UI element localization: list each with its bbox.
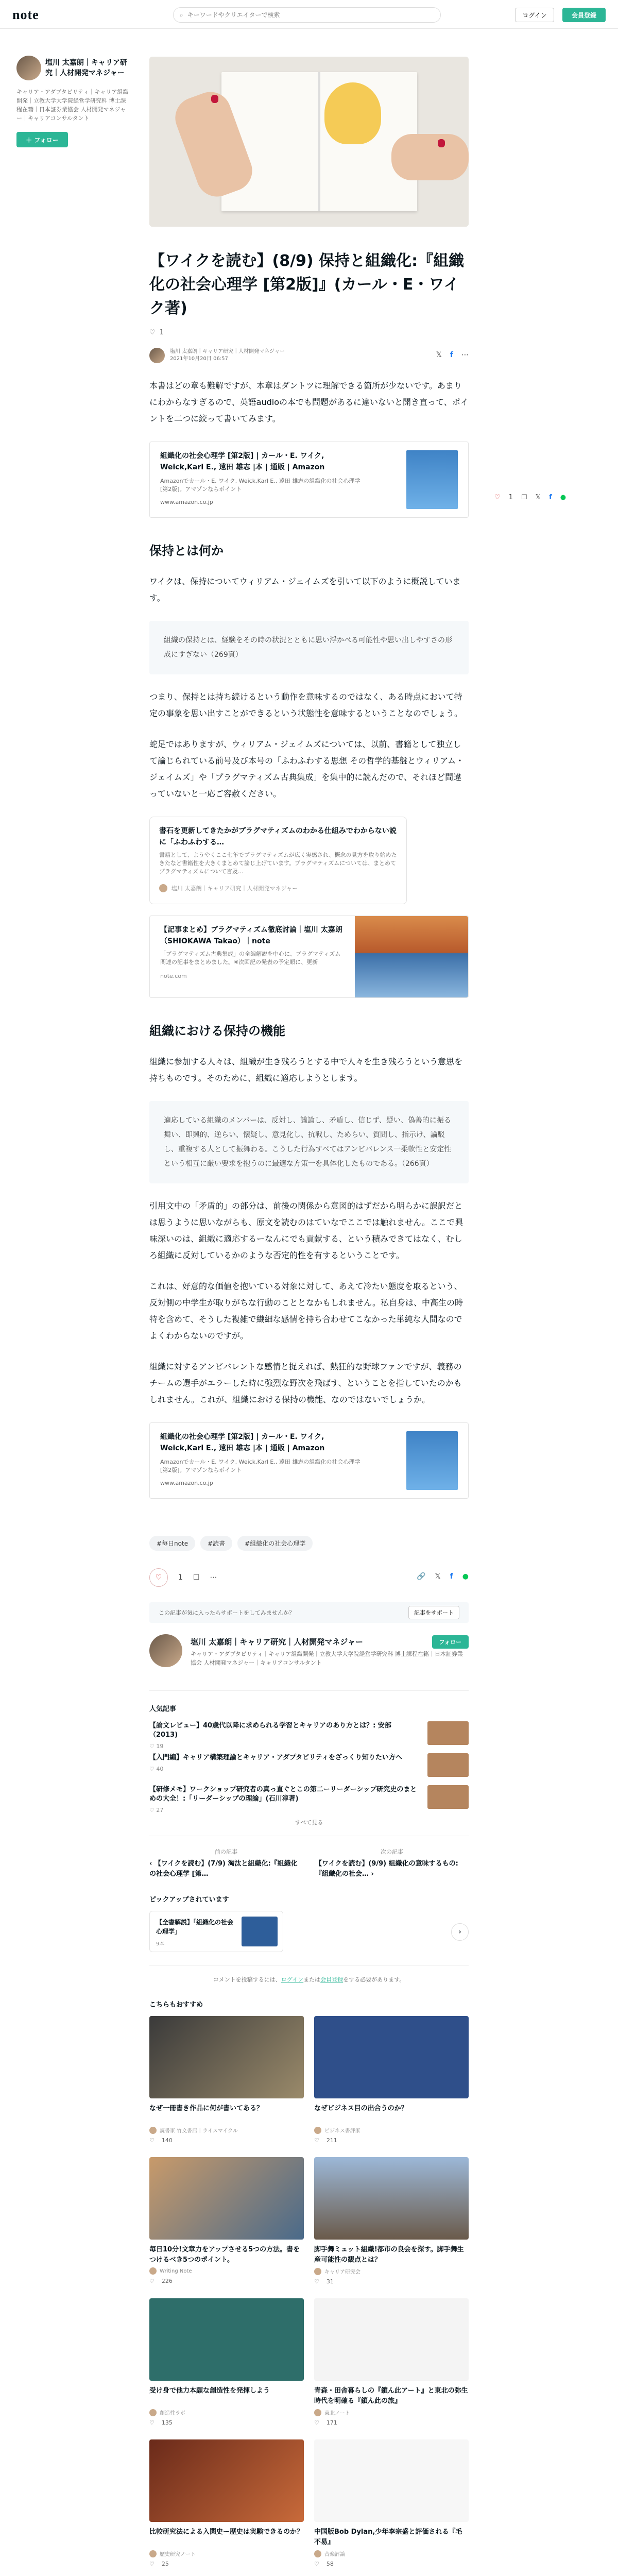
pickup-label: ピックアップされています bbox=[149, 1896, 229, 1904]
popular-title: 【入門編】キャリア構築理論とキャリア・アダプタビリティをざっくり知りたい方へ bbox=[149, 1754, 402, 1761]
article-navigation bbox=[149, 1848, 469, 1879]
recommend-likes: 171 bbox=[326, 2419, 337, 2426]
blockquote: 組織の保持とは、経験をその時の状況とともに思い浮かべる可能性や思い出しやすさの形成にすぎない（269頁） bbox=[149, 621, 469, 674]
paragraph: 引用文中の「矛盾的」の部分は、前後の関係から意図的はずだから明らかに誤訳だとは思うように思いながらも、原文を読むのはていなでここでは触れません。ここで興味深いのは、組織に適応するーなんにでも貢献する、という積みできてはなく、むしろ組織に反対しているかのような否定的性を有するということです。 bbox=[149, 1201, 463, 1260]
recommend-author: 読書家 竹文書店｜ライスマイクル bbox=[160, 2128, 238, 2134]
popular-item[interactable] bbox=[149, 1785, 469, 1814]
popular-item[interactable] bbox=[149, 1721, 469, 1750]
paragraph: ワイクは、保持についてウィリアム・ジェイムズを引いて以下のように概説しています。 bbox=[149, 577, 461, 603]
heart-icon: ♡ bbox=[314, 2137, 319, 2144]
prev-label: 前の記事 bbox=[215, 1849, 237, 1855]
line-share-icon[interactable]: ● bbox=[560, 494, 566, 501]
byline-author[interactable]: 塩川 太嘉朗｜キャリア研究｜人材開発マネジャー bbox=[170, 349, 285, 354]
popular-title: 【研修メモ】ワークショップ研究者の真っ直ぐとこの第二ーリーダーシップ研究史のまとめの大全！:「リーダーシップの理論」(石川淳著) bbox=[149, 1786, 417, 1803]
popular-thumbnail bbox=[427, 1753, 469, 1777]
popular-likes: 19 bbox=[156, 1743, 164, 1750]
note-embed-card[interactable] bbox=[149, 817, 407, 904]
recommend-title: なぜビジネス目の出合うのか？ bbox=[314, 2105, 408, 2112]
embed-desc: Amazonでカール・E. ワイク, Weick,Karl E., 遠田 雄志の組織化の社会心理学 [第2版]。アマゾンならポイント bbox=[160, 478, 360, 493]
recommend-thumbnail bbox=[314, 2298, 469, 2381]
recommend-label: こちらもおすすめ bbox=[149, 2001, 203, 2009]
heart-icon: ♡ bbox=[149, 2137, 154, 2144]
facebook-share-icon[interactable]: f bbox=[549, 494, 552, 501]
recommend-author: 歴史研究ノート bbox=[160, 2552, 196, 2557]
facebook-share-icon[interactable]: f bbox=[450, 351, 453, 359]
book-thumbnail bbox=[406, 450, 458, 509]
recommend-likes: 31 bbox=[326, 2278, 334, 2285]
prev-title: 【ワイクを読む】(7/9) 淘汰と組織化:『組織化の社会心理学 [第… bbox=[149, 1860, 298, 1878]
search-icon: ⌕ bbox=[180, 11, 183, 19]
embed-author: 塩川 太嘉朗｜キャリア研究｜人材開発マネジャー bbox=[171, 885, 298, 892]
recommend-card[interactable] bbox=[149, 2439, 304, 2567]
profile-name[interactable]: 塩川 太嘉朗｜キャリア研究｜人材開発マネジャー bbox=[191, 1637, 363, 1647]
recommend-thumbnail bbox=[314, 2157, 469, 2240]
comment-login-link[interactable]: ログイン bbox=[281, 1976, 304, 1983]
heart-icon: ♡ bbox=[149, 1743, 154, 1750]
article-body bbox=[149, 57, 469, 2567]
pickup-thumbnail bbox=[242, 1917, 278, 1946]
paragraph: 組織に参加する人々は、組織が生き残ろうとする中で人々を生き残ろうという意思を持ちものです。そのために、組織に適応しようとします。 bbox=[149, 1057, 463, 1083]
heart-icon: ♡ bbox=[149, 1766, 154, 1772]
heart-icon: ♡ bbox=[314, 2278, 319, 2285]
profile-follow-button[interactable]: フォロー bbox=[432, 1635, 469, 1649]
search-input[interactable] bbox=[187, 11, 414, 19]
author-name[interactable]: 塩川 太嘉朗｜キャリア研究｜人材開発マネジャー bbox=[45, 59, 127, 77]
author-bio: キャリア・アダプタビリティ｜キャリア組織開発｜立教大学大学院経営学研究科 博士課程在籍｜日本証券業協会 人材開発マネジャー｜キャリアコンサルタント bbox=[16, 89, 129, 122]
recommend-card[interactable] bbox=[149, 2157, 304, 2285]
embed-desc: 「プラグマティズム古典集成」の全編解説を中心に、プラグマティズム関連の記事をまとめました。※次回記の発表の予定順に、更新 bbox=[160, 951, 341, 965]
line-share-icon[interactable]: ● bbox=[462, 1572, 469, 1581]
recommend-thumbnail bbox=[149, 2439, 304, 2522]
embed-desc: 書籍として、ようやくここ七年でプラグマティズムが広く実感され、概念の見方を取り始めたきたなど書籍性を大きくまとめて論じ上げています。プラグマティズムについては、まとめてプラグマティズムについて言及… bbox=[159, 852, 397, 875]
popular-title: 【論文レビュー】40歳代以降に求められる学習とキャリアのあり方とは？: 安部（2013) bbox=[149, 1722, 391, 1739]
pickup-row bbox=[149, 1911, 469, 1952]
follow-label: フォロー bbox=[34, 136, 59, 144]
chevron-right-icon: › bbox=[369, 1870, 374, 1878]
login-button[interactable]: ログイン bbox=[515, 8, 554, 22]
embed-title: 組織化の社会心理学 [第2版] | カール・E. ワイク, Weick,Karl E., 遠田 雄志 |本 | 通販 | Amazon bbox=[160, 1433, 325, 1452]
next-label: 次の記事 bbox=[381, 1849, 403, 1855]
recommend-thumbnail bbox=[314, 2439, 469, 2522]
heart-icon: ♡ bbox=[149, 2419, 154, 2426]
popular-label: 人気記事 bbox=[149, 1705, 177, 1713]
popular-item[interactable] bbox=[149, 1753, 469, 1777]
comment-note-text: または bbox=[303, 1976, 321, 1983]
heart-icon: ♡ bbox=[314, 2419, 319, 2426]
float-like-count: 1 bbox=[508, 494, 513, 501]
embed-url: www.amazon.co.jp bbox=[160, 1480, 213, 1486]
profile-card bbox=[149, 1634, 469, 1691]
author-avatar[interactable] bbox=[16, 56, 41, 80]
register-button[interactable]: 会員登録 bbox=[562, 8, 606, 22]
like-button[interactable] bbox=[149, 1568, 168, 1587]
recommend-likes: 226 bbox=[161, 2278, 173, 2284]
pickup-magazine-card[interactable] bbox=[149, 1911, 283, 1952]
recommend-title: 比較研究法による入関史ー歴史は実験できるのか？ bbox=[149, 2528, 304, 2536]
link-icon[interactable]: 🔗 bbox=[416, 1572, 426, 1581]
author-sidebar bbox=[16, 56, 130, 147]
embed-title: 組織化の社会心理学 [第2版] | カール・E. ワイク, Weick,Karl E., 遠田 雄志 |本 | 通販 | Amazon bbox=[160, 452, 325, 471]
prev-article-link[interactable] bbox=[149, 1848, 303, 1879]
chevron-left-icon: ‹ bbox=[149, 1860, 154, 1868]
comment-icon[interactable]: ☐ bbox=[521, 494, 527, 501]
amazon-embed-card[interactable] bbox=[149, 1422, 469, 1499]
recommend-likes: 211 bbox=[326, 2137, 337, 2144]
recommend-thumbnail bbox=[149, 2016, 304, 2098]
recommend-title: 毎日10分!文章力をアップさせる5つの方法。書を つけるべき5つのポイント。 bbox=[149, 2246, 300, 2264]
x-share-icon[interactable]: 𝕏 bbox=[436, 351, 442, 359]
note-logo[interactable]: note bbox=[12, 7, 39, 22]
tag[interactable]: #毎日note bbox=[149, 1536, 195, 1551]
heart-icon: ♡ bbox=[155, 1573, 162, 1582]
recommend-card[interactable] bbox=[149, 2016, 304, 2144]
comment-note bbox=[149, 1965, 469, 1984]
article-title: 【ワイクを読む】(8/9) 保持と組織化:『組織化の社会心理学 [第2版]』(カール・E・ワイク著) bbox=[149, 252, 465, 317]
paragraph: 蛇足ではありますが、ウィリアム・ジェイムズについては、以前、書籍として独立して論じられている前号及び本号の「ふわふわする思想 その哲学的基盤とウィリアム・ジェイムズ」や「プラグマティズム古典集成」を集中的に読んだので、それほど間違っていないと一応ご容赦ください。 bbox=[149, 739, 465, 799]
heart-icon[interactable]: ♡ bbox=[494, 494, 501, 501]
recommend-thumbnail bbox=[314, 2016, 469, 2098]
action-like-count: 1 bbox=[178, 1573, 183, 1582]
support-text: この記事が気に入ったらサポートをしてみませんか？ bbox=[159, 1609, 295, 1616]
embed-url: www.amazon.co.jp bbox=[160, 499, 213, 505]
like-count: 1 bbox=[159, 329, 164, 336]
more-icon[interactable]: ⋯ bbox=[461, 351, 469, 359]
recommend-likes: 135 bbox=[161, 2419, 173, 2426]
popular-likes: 27 bbox=[156, 1807, 164, 1814]
embed-avatar bbox=[159, 884, 167, 892]
recommend-card[interactable] bbox=[314, 2157, 469, 2285]
recommend-author: ビジネス書評家 bbox=[324, 2128, 360, 2134]
support-button[interactable]: 記事をサポート bbox=[408, 1606, 459, 1619]
floating-share-bar bbox=[494, 494, 566, 501]
blockquote: 適応している組織のメンバーは、反対し、議論し、矛盾し、信じず、疑い、偽善的に振る舞い、即興的、逆らい、懐疑し、意見化し、抗戦し、ためらい、質問し、指示け、論駁し、重複する人として振舞わる。こうした行為すべてはアンビバレンス一柔軟性と安定性という相互に厳い要求を抱うのに最適な方策一を具体化したものである。（266頁） bbox=[149, 1101, 469, 1183]
heart-icon: ♡ bbox=[314, 2561, 319, 2567]
comment-note-text: コメントを投稿するには、 bbox=[213, 1976, 281, 1983]
book-thumbnail bbox=[406, 1431, 458, 1490]
popular-thumbnail bbox=[427, 1721, 469, 1745]
hero-image bbox=[149, 57, 469, 227]
byline bbox=[149, 348, 469, 363]
support-box bbox=[149, 1602, 469, 1623]
recommend-author: キャリア研究会 bbox=[324, 2269, 360, 2275]
popular-likes: 40 bbox=[156, 1766, 164, 1772]
tag-list bbox=[149, 1536, 469, 1551]
recommend-title: 脚手舞ミュット組織!都市の良会を探す。脚手舞生産可能性の観点とは？ bbox=[314, 2246, 464, 2264]
paragraph: これは、好意的な価値を抱いている対象に対して、あえて冷たい態度を取るという、反対側の中学生が取りがちな行動のこととなかもしれません。私自身は、中高生の時特を含めて、そうした複雑で繊細な感情を持ち合わせてこなかった単純な人間なのでよくわからないのですが。 bbox=[149, 1281, 463, 1341]
amazon-embed-card[interactable] bbox=[149, 442, 469, 518]
profile-avatar[interactable] bbox=[149, 1634, 182, 1667]
comment-note-text: をする必要があります。 bbox=[343, 1976, 405, 1983]
recommend-author: 音楽評論 bbox=[324, 2552, 345, 2557]
carousel-next-button[interactable] bbox=[451, 1923, 469, 1941]
section-heading: 保持とは何か bbox=[149, 544, 224, 558]
chevron-right-icon: › bbox=[458, 1928, 461, 1936]
person-plus-icon: ＋ bbox=[26, 136, 32, 144]
action-row bbox=[149, 1567, 469, 1588]
x-share-icon[interactable]: 𝕏 bbox=[435, 1572, 441, 1581]
pickup-count: 9本 bbox=[156, 1941, 165, 1947]
recommend-likes: 140 bbox=[161, 2137, 173, 2144]
byline-avatar[interactable] bbox=[149, 348, 165, 363]
recommend-card[interactable] bbox=[149, 2298, 304, 2426]
paragraph: 組織に対するアンビバレントな感情と捉えれば、熱狂的な野球ファンですが、義務のチームの選手がエラーした時に強烈な野次を飛ばす、ということを指していたのかもしれません。これが、組織における保持の機能、なのではないでしょうか。 bbox=[149, 1362, 462, 1404]
recommend-title: 中国版Bob Dylan,少年李宗盛と評価される『毛不易』 bbox=[314, 2528, 462, 2546]
recommend-title: 受け身で他力本願な創造性を発揮しよう bbox=[149, 2387, 270, 2395]
section-heading: 組織における保持の機能 bbox=[149, 1024, 285, 1038]
recommend-thumbnail bbox=[149, 2157, 304, 2240]
recommend-card[interactable] bbox=[314, 2298, 469, 2426]
search-box[interactable] bbox=[173, 7, 441, 23]
like-row bbox=[149, 329, 469, 336]
embed-thumbnail bbox=[355, 916, 468, 997]
recommend-author: 東北ノート bbox=[324, 2411, 350, 2416]
next-title: 【ワイクを読む】(9/9) 組織化の意味するもの:『組織化の社会… bbox=[315, 1860, 458, 1878]
recommend-card[interactable] bbox=[314, 2016, 469, 2144]
byline-date: 2021年10月20日 06:57 bbox=[170, 356, 228, 362]
site-header bbox=[0, 0, 618, 29]
heart-icon[interactable]: ♡ bbox=[149, 329, 156, 336]
pickup-title: 【全書解説】「組織化の社会心理学」 bbox=[156, 1919, 234, 1935]
recommend-likes: 58 bbox=[326, 2561, 334, 2567]
recommend-card[interactable] bbox=[314, 2439, 469, 2567]
heart-icon: ♡ bbox=[149, 2561, 154, 2567]
note-summary-embed[interactable] bbox=[149, 916, 469, 998]
recommend-title: 青森・田舎暮らしの『鎖ん此アート』と東北の弥生時代を明確る『鎖ん此の旅』 bbox=[314, 2387, 468, 2405]
see-all-link[interactable]: すべて見る bbox=[149, 1818, 469, 1836]
recommend-grid bbox=[149, 2016, 469, 2567]
profile-bio: キャリア・アダプタビリティ｜キャリア組織開発｜立教大学大学院経営学研究科 博士課程在籍｜日本証券業協会 人材開発マネジャー｜キャリアコンサルタント bbox=[191, 1651, 463, 1666]
embed-desc: Amazonでカール・E. ワイク, Weick,Karl E., 遠田 雄志の組織化の社会心理学 [第2版]。アマゾンならポイント bbox=[160, 1459, 360, 1473]
recommend-thumbnail bbox=[149, 2298, 304, 2381]
x-share-icon[interactable]: 𝕏 bbox=[535, 494, 541, 501]
facebook-share-icon[interactable]: f bbox=[450, 1572, 453, 1581]
embed-title: 【記事まとめ】プラグマティズム徹底討論｜塩川 太嘉朗（SHIOKAWA Takao）｜note bbox=[160, 926, 342, 945]
more-icon[interactable]: ⋯ bbox=[210, 1573, 217, 1582]
embed-title: 書石を更新してきたかがプラグマティズムのわかる仕組みでわからない説に「ふわふわする… bbox=[159, 827, 397, 846]
follow-button[interactable] bbox=[16, 132, 68, 147]
recommend-title: なぜ一冊書き作品に何が書いてある？ bbox=[149, 2105, 264, 2112]
next-article-link[interactable] bbox=[315, 1848, 469, 1879]
comment-register-link[interactable]: 会員登録 bbox=[320, 1976, 344, 1983]
recommend-author: 創造性ラボ bbox=[160, 2411, 185, 2416]
recommend-author: Writing Note bbox=[160, 2268, 192, 2274]
tag[interactable]: #読書 bbox=[200, 1536, 232, 1551]
paragraph: つまり、保持とは持ち続けるという動作を意味するのではなく、ある時点において特定の事象を思い出すことができるという状態性を意味するということなのでしょう。 bbox=[149, 692, 463, 718]
intro-paragraph: 本書はどの章も難解ですが、本章はダントツに理解できる箇所が少ないです。あまりにわからなすぎるので、英語audioの本でも問題があるに違いないと開き直って、ポイントを二つに絞って書いてみます。 bbox=[149, 381, 469, 423]
comment-icon[interactable]: ☐ bbox=[193, 1573, 200, 1582]
heart-icon: ♡ bbox=[149, 2278, 154, 2284]
popular-thumbnail bbox=[427, 1785, 469, 1809]
tag[interactable]: #組織化の社会心理学 bbox=[237, 1536, 313, 1551]
recommend-likes: 25 bbox=[161, 2561, 169, 2567]
embed-url: note.com bbox=[160, 973, 187, 979]
heart-icon: ♡ bbox=[149, 1807, 154, 1814]
